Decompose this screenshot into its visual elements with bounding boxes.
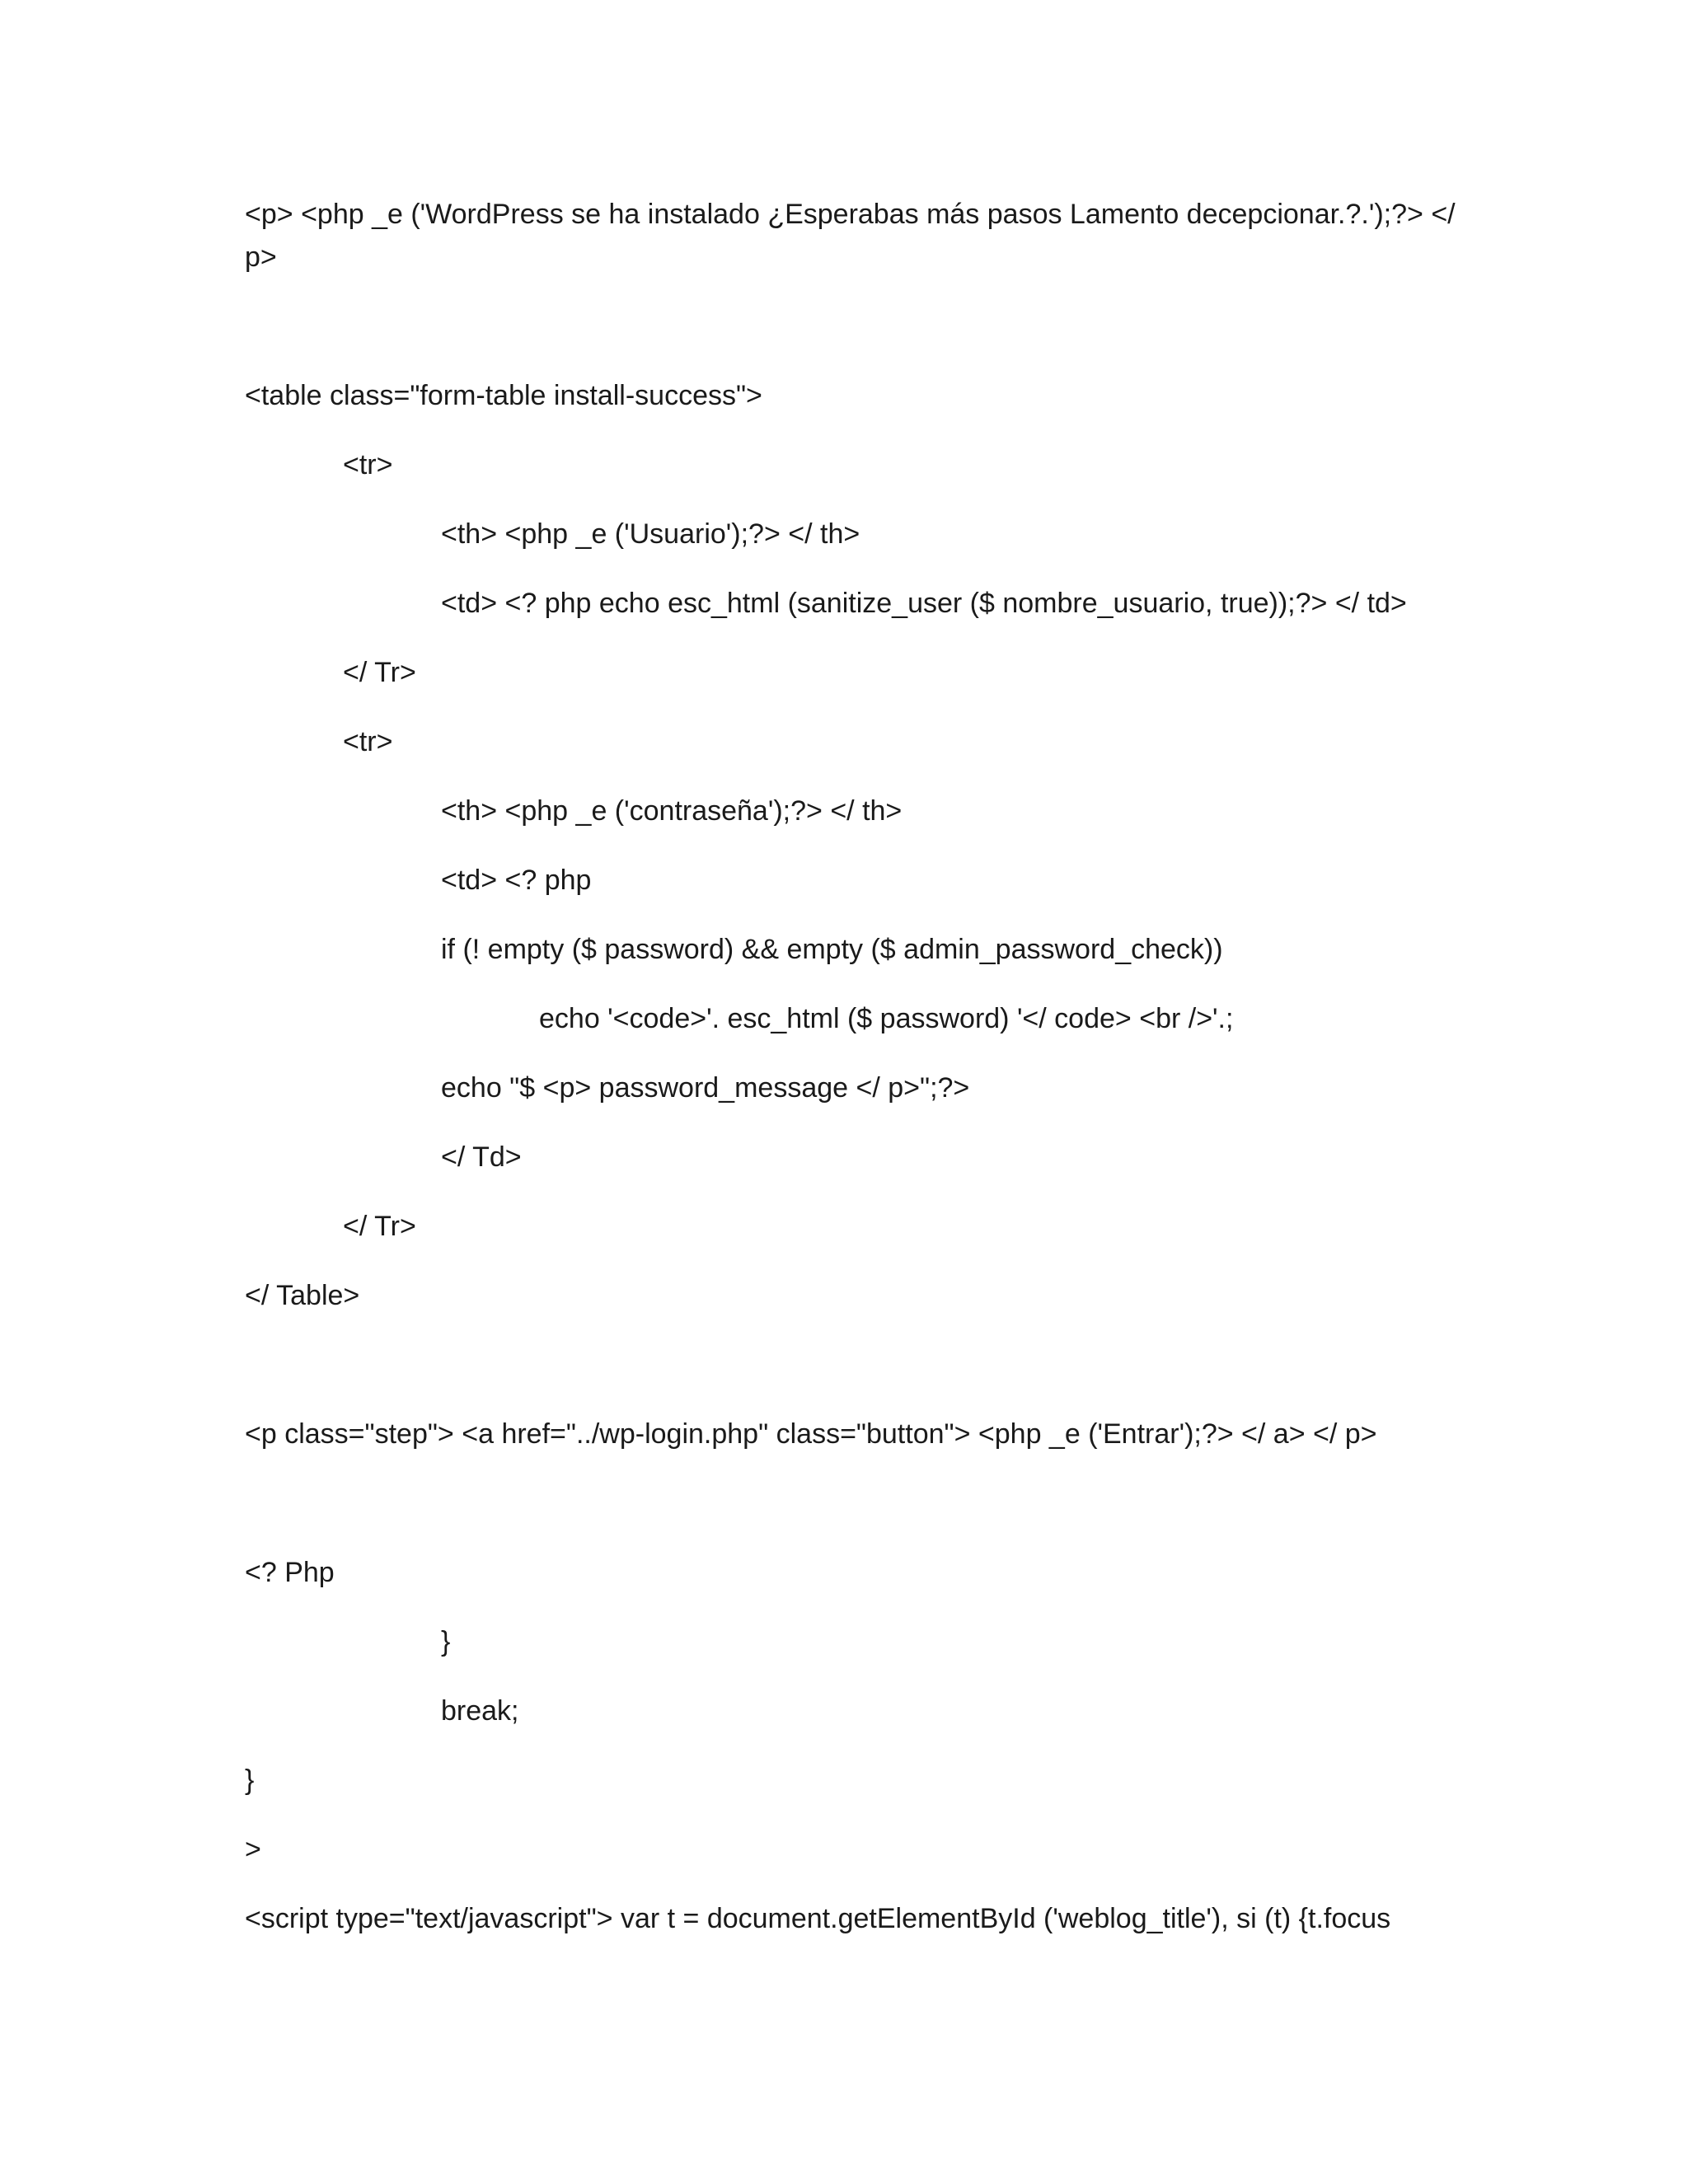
code-line-2: p> [245,241,277,273]
code-line-18: <? Php [245,1557,335,1588]
code-line-3: <table class="form-table install-success"> [245,380,762,411]
code-line-1: <p> <php _e ('WordPress se ha instalado ¿Esperabas más pasos Lamento decepcionar.?.');?> </ [245,199,1456,230]
code-line-23: <script type="text/javascript"> var t = document.getElementById ('weblog_title'), si (t) {t.focus [245,1903,1391,1934]
code-line-11: if (! empty ($ password) && empty ($ admin_password_check)) [441,934,1223,965]
code-line-15: </ Tr> [343,1211,416,1242]
code-line-20: break; [441,1695,519,1727]
code-line-10: <td> <? php [441,865,592,896]
code-line-6: <td> <? php echo esc_html (sanitize_user ($ nombre_usuario, true));?> </ td> [441,588,1407,619]
code-line-22: > [245,1834,261,1865]
code-line-14: </ Td> [441,1141,522,1173]
code-line-9: <th> <php _e ('contraseña');?> </ th> [441,795,903,827]
code-line-5: <th> <php _e ('Usuario');?> </ th> [441,518,860,550]
code-line-17: <p class="step"> <a href="../wp-login.php" class="button"> <php _e ('Entrar');?> </ a> </ p> [245,1418,1377,1450]
code-line-12: echo '<code>'. esc_html ($ password) '</ code> <br />'.; [539,1003,1234,1034]
code-line-13: echo "$ <p> password_message </ p>";?> [441,1072,970,1104]
code-line-7: </ Tr> [343,657,416,688]
code-line-8: <tr> [343,726,393,757]
code-line-4: <tr> [343,449,393,480]
code-line-16: </ Table> [245,1280,360,1311]
code-line-21: } [245,1765,255,1796]
code-line-19: } [441,1626,451,1657]
